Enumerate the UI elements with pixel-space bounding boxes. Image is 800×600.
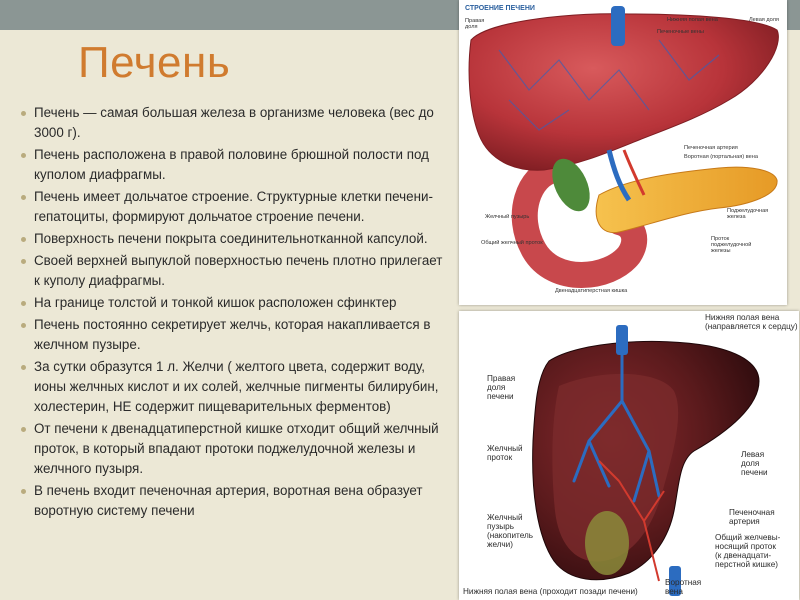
bullet-item: На границе толстой и тонкой кишок расположен сфинктер xyxy=(20,293,450,313)
bullet-item: В печень входит печеночная артерия, воротная вена образует воротную систему печени xyxy=(20,481,450,521)
bullet-item: От печени к двенадцатиперстной кишке отходит общий желчный проток, в который впадают протоки поджелудочной железы и желчного пузыря. xyxy=(20,419,450,479)
label-pancreatic-duct: Проток поджелудочной железы xyxy=(711,236,752,255)
label-common-bile-duct: Общий желчевы- носящий проток (к двенадцати- перстной кишке) xyxy=(715,533,781,569)
bullet-item: За сутки образутся 1 л. Желчи ( желтого цвета, содержит воду, ионы желчных кислот и их солей, желчные пигменты билирубин, холестерин, НЕ содержит пищеварительных ферментов) xyxy=(20,357,450,417)
label-bile-duct: Желчный проток xyxy=(487,444,523,462)
liver-structure-drawing xyxy=(459,0,787,305)
bullet-item: Печень — самая большая железа в организме человека (вес до 3000 г). xyxy=(20,103,450,143)
bullet-item: Печень расположена в правой половине брюшной полости под куполом диафрагмы. xyxy=(20,145,450,185)
label-ivc-behind-liver: Нижняя полая вена (проходит позади печени) xyxy=(463,587,638,596)
bullet-item: Печень имеет дольчатое строение. Структурные клетки печени- гепатоциты, формируют дольчатое строение печени. xyxy=(20,187,450,227)
label-portal-vein: Воротная (портальная) вена xyxy=(684,154,758,160)
bullet-item: Печень постоянно секретирует желчь, которая накапливается в желчном пузыре. xyxy=(20,315,450,355)
label-gallbladder: Желчный пузырь xyxy=(485,214,530,220)
label-ivc-to-heart: Нижняя полая вена (направляется к сердцу) xyxy=(705,313,798,331)
bullet-list xyxy=(20,103,450,523)
label-right-lobe: Правая доля печени xyxy=(487,374,516,401)
label-left-lobe: Левая доля печени xyxy=(741,450,768,477)
label-gallbladder: Желчный пузырь (накопитель желчи) xyxy=(487,513,534,549)
liver-structure-illustration xyxy=(459,0,787,305)
slide-title: Печень xyxy=(78,38,231,87)
liver-cross-section-illustration xyxy=(459,311,799,600)
label-common-bile-duct: Общий желчный проток xyxy=(481,240,543,246)
label-pancreas: Поджелудочная железа xyxy=(727,208,769,221)
label-duodenum: Двенадцатиперстная кишка xyxy=(555,288,628,294)
label-portal-vein: Воротная вена xyxy=(665,578,702,596)
label-inferior-vena-cava: Нижняя полая вена xyxy=(667,17,718,23)
bullet-item: Поверхность печени покрыта соединительнотканной капсулой. xyxy=(20,229,450,249)
figure-heading: СТРОЕНИЕ ПЕЧЕНИ xyxy=(465,5,535,12)
label-right-lobe: Правая доля xyxy=(465,18,485,31)
label-left-lobe: Левая доля xyxy=(749,17,779,23)
label-hepatic-artery: Печеночная артерия xyxy=(684,145,738,151)
label-hepatic-veins: Печеночные вены xyxy=(657,29,704,35)
label-hepatic-artery: Печеночная артерия xyxy=(729,508,775,526)
bullet-item: Своей верхней выпуклой поверхностью печень плотно прилегает к куполу диафрагмы. xyxy=(20,251,450,291)
